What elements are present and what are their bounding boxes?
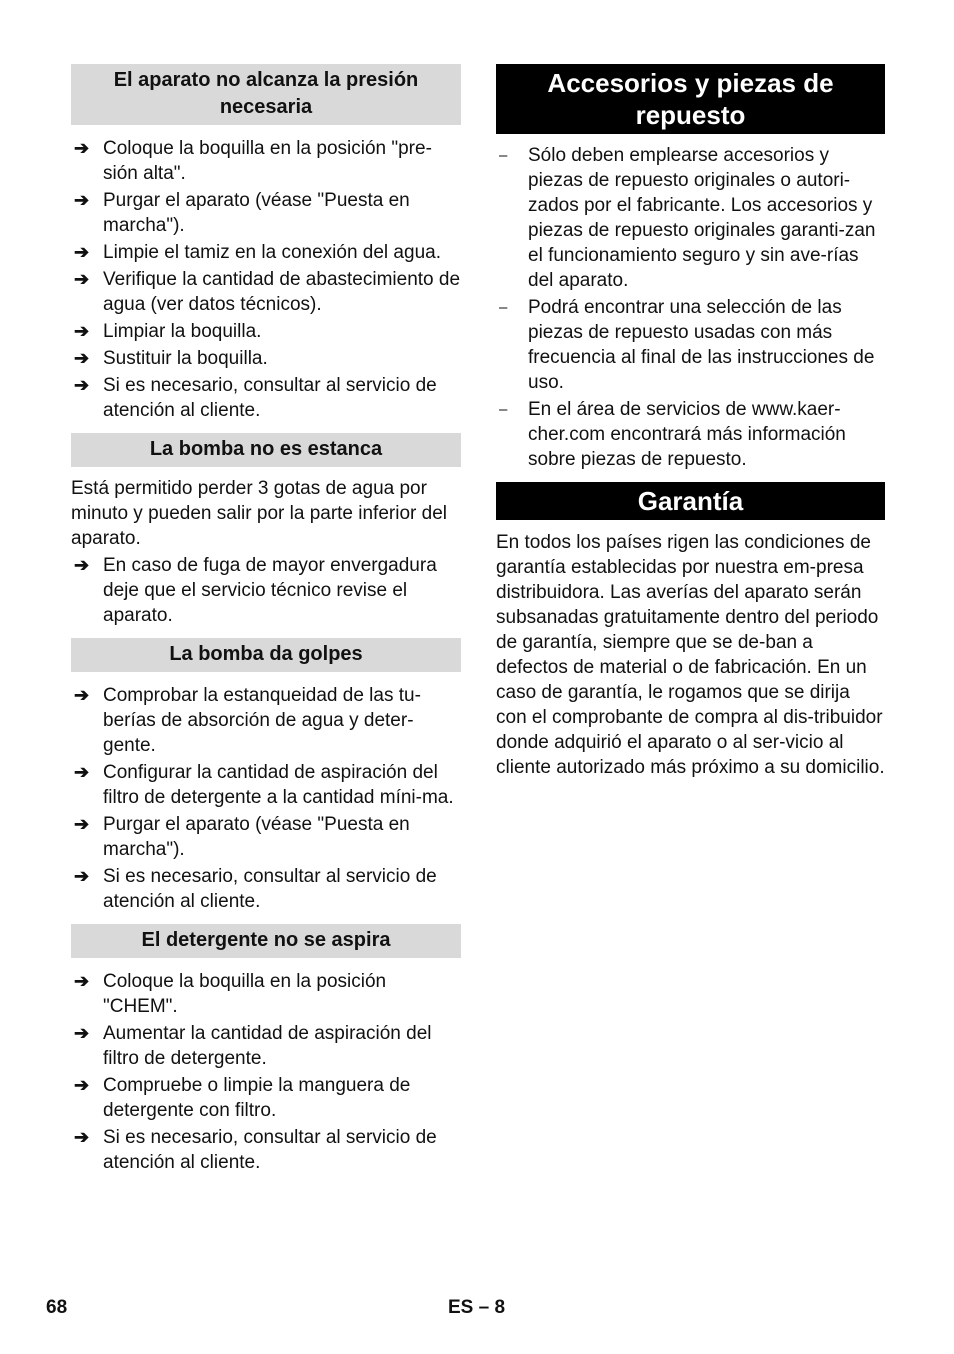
section-heading: El detergente no se aspira [71,924,461,958]
list-item: ➔ Aumentar la cantidad de aspiración del filtro de detergente. [74,1023,432,1069]
list-item: ➔ Verifique la cantidad de abastecimiento de agua (ver datos técnicos). [74,269,461,315]
page-number: 68 [46,1297,68,1318]
list-item: ➔ Limpie el tamiz en la conexión del agua. [74,242,441,263]
section-heading: La bomba no es estanca [71,433,461,467]
right-column [496,64,885,782]
page-label: ES – 8 [448,1297,506,1318]
dash-bullet-icon: – [499,299,508,316]
right-arrow-icon: ➔ [74,762,90,782]
section-heading: El aparato no alcanza la presión necesaria [71,64,461,125]
right-arrow-icon: ➔ [74,1127,90,1147]
list-item: ➔ Limpiar la boquilla. [74,321,262,342]
right-arrow-icon: ➔ [74,814,90,834]
list-item: – Sólo deben emplearse accesorios y piezas de repuesto originales o autori-zados por el fabricante. Los accesorios y piezas de repuesto originales garanti-zan el funcionamiento seguro y sin ave-rías del aparato. [499,145,876,291]
instruction-list [71,136,461,423]
list-item: – En el área de servicios de www.kaer-cher.com encontrará más información sobre piezas de repuesto. [499,399,846,470]
section-paragraph: Está permitido perder 3 gotas de agua por minuto y pueden salir por la parte inferior del aparato. [71,478,447,549]
right-arrow-icon: ➔ [74,971,90,991]
right-arrow-icon: ➔ [74,269,90,289]
right-arrow-icon: ➔ [74,242,90,262]
dash-bullet-icon: – [499,401,508,418]
right-arrow-icon: ➔ [74,321,90,341]
list-item: ➔ En caso de fuga de mayor envergadura deje que el servicio técnico revise el aparato. [74,555,437,626]
accesorios-heading: Accesorios y piezas de repuesto [496,64,885,134]
list-item: ➔ Coloque la boquilla en la posición "pre-sión alta". [74,138,432,184]
instruction-list [71,553,461,628]
right-arrow-icon: ➔ [74,1075,90,1095]
instruction-list [71,969,461,1175]
right-arrow-icon: ➔ [74,375,90,395]
list-item: – Podrá encontrar una selección de las piezas de repuesto usadas con más frecuencia al final de las instrucciones de uso. [499,297,875,393]
list-item: ➔ Configurar la cantidad de aspiración del filtro de detergente a la cantidad míni-ma. [74,762,454,808]
dash-bullet-icon: – [499,147,508,164]
left-column [71,64,461,1185]
right-arrow-icon: ➔ [74,138,90,158]
accesorios-list [496,143,885,472]
right-arrow-icon: ➔ [74,685,90,705]
right-arrow-icon: ➔ [74,1023,90,1043]
list-item: ➔ Comprobar la estanqueidad de las tu-berías de absorción de agua y deter-gente. [74,685,421,756]
list-item: ➔ Si es necesario, consultar al servicio de atención al cliente. [74,866,437,912]
right-arrow-icon: ➔ [74,190,90,210]
list-item: ➔ Sustituir la boquilla. [74,348,268,369]
list-item: ➔ Si es necesario, consultar al servicio de atención al cliente. [74,1127,437,1173]
garantia-paragraph: En todos los países rigen las condiciones de garantía establecidas por nuestra em-presa distribuidora. Las averías del aparato serán subsanadas gratuitamente dentro del periodo de garantía, siempre que se de-ban a defectos de material o de fabricación. En un caso de garantía, le rogamos que se dirija con el comprobante de compra al dis-tribuidor donde adquirió el aparato o al ser-vicio al cliente autorizado más próximo a su domicilio. [496,532,885,778]
garantia-heading: Garantía [496,482,885,520]
list-item: ➔ Coloque la boquilla en la posición "CHEM". [74,971,387,1017]
instruction-list [71,683,461,914]
right-arrow-icon: ➔ [74,866,90,886]
list-item: ➔ Purgar el aparato (véase "Puesta en marcha"). [74,190,410,236]
right-arrow-icon: ➔ [74,348,90,368]
section-heading: La bomba da golpes [71,638,461,672]
list-item: ➔ Compruebe o limpie la manguera de detergente con filtro. [74,1075,411,1121]
list-item: ➔ Purgar el aparato (véase "Puesta en marcha"). [74,814,410,860]
list-item: ➔ Si es necesario, consultar al servicio de atención al cliente. [74,375,437,421]
right-arrow-icon: ➔ [74,555,90,575]
